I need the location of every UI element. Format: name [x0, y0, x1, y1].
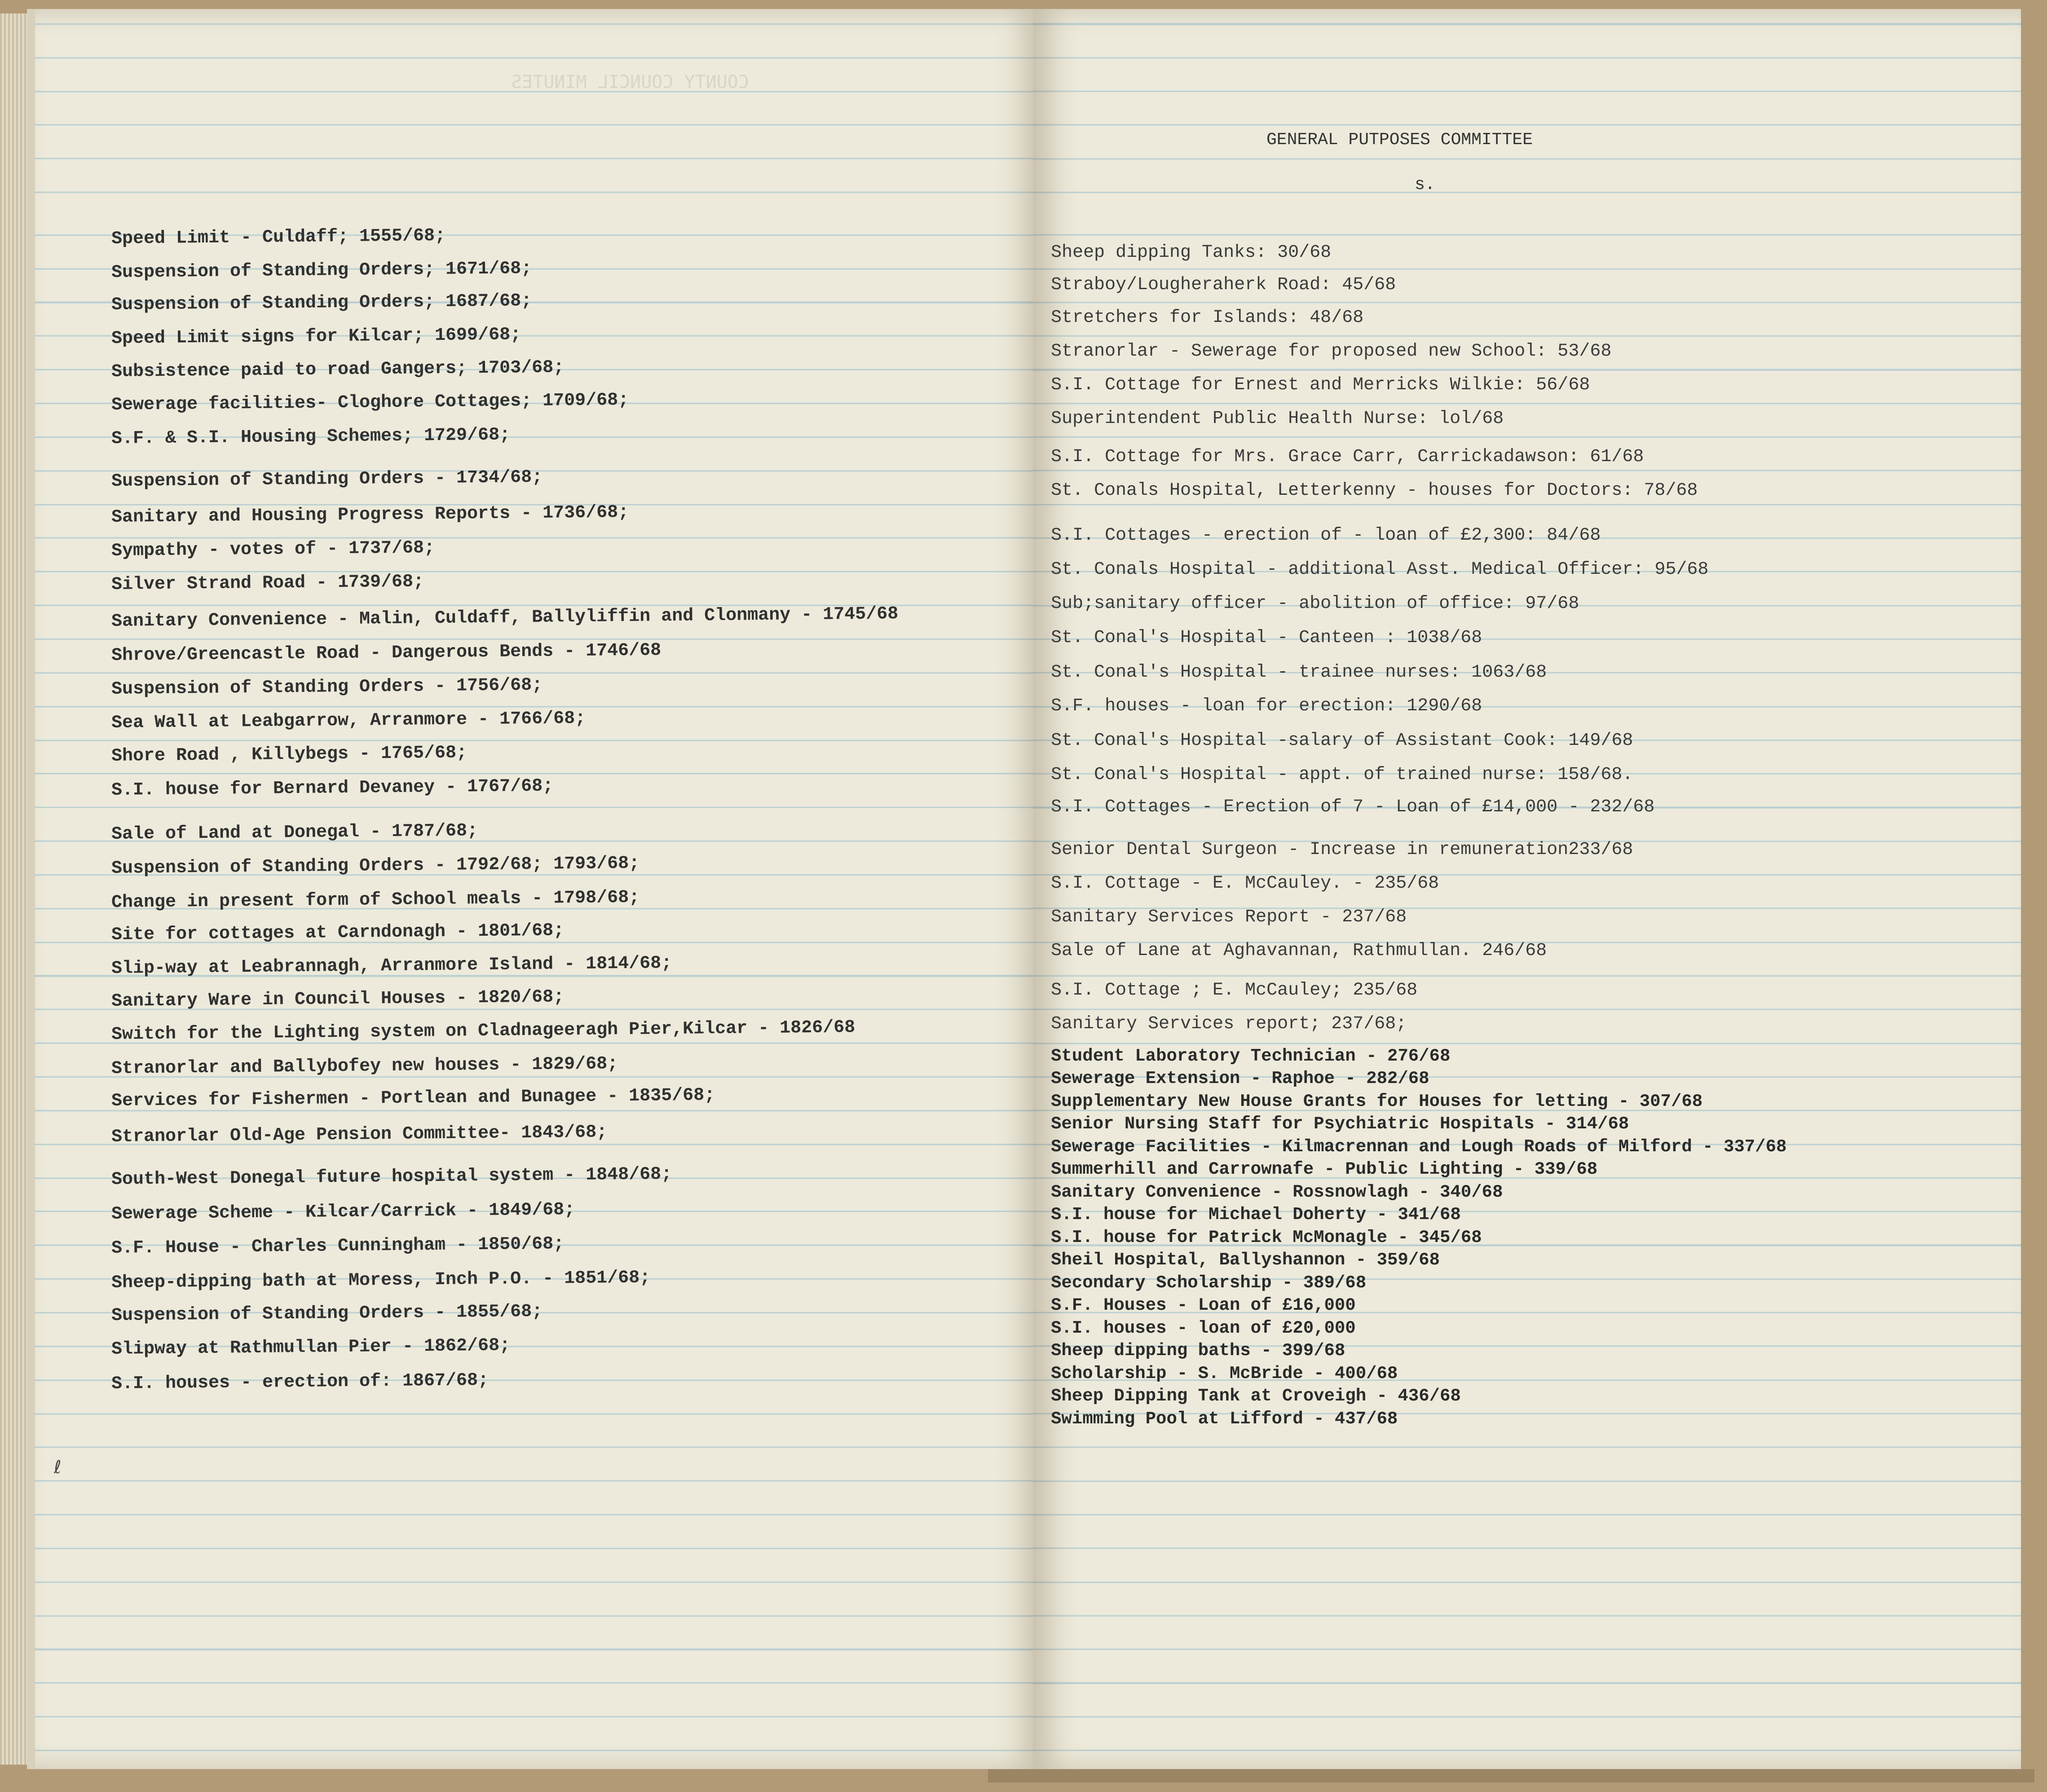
index-entry: Services for Fishermen - Portlean and Bunagee - 1835/68; — [111, 1085, 715, 1111]
index-entry: Sheep Dipping Tank at Croveigh - 436/68 — [1051, 1386, 1461, 1406]
index-entry: St. Conals Hospital, Letterkenny - houses for Doctors: 78/68 — [1051, 480, 1698, 501]
index-entry: St. Conal's Hospital - Canteen : 1038/68 — [1051, 628, 1482, 648]
index-entry: Sewerage facilities- Cloghore Cottages; 1709/68; — [111, 390, 629, 415]
index-entry: St. Conals Hospital - additional Asst. Medical Officer: 95/68 — [1051, 559, 1709, 580]
index-entry: Suspension of Standing Orders; 1671/68; — [111, 259, 532, 283]
index-entry: Suspension of Standing Orders - 1756/68; — [111, 675, 543, 700]
index-entry: S.I. houses - erection of: 1867/68; — [111, 1370, 489, 1394]
index-entry: Sanitary Services Report - 237/68 — [1051, 907, 1407, 927]
index-entry: Sheil Hospital, Ballyshannon - 359/68 — [1051, 1250, 1440, 1270]
index-entry: Straboy/Lougheraherk Road: 45/68 — [1051, 275, 1396, 295]
index-entry: St. Conal's Hospital -salary of Assistant Cook: 149/68 — [1051, 731, 1633, 751]
index-entry: Suspension of Standing Orders; 1687/68; — [111, 291, 532, 315]
index-entry: S.I. Cottage - E. McCauley. - 235/68 — [1051, 873, 1439, 894]
index-entry: Shrove/Greencastle Road - Dangerous Bends - 1746/68 — [111, 640, 662, 666]
index-entry: Stranorlar and Ballybofey new houses - 1829/68; — [111, 1054, 618, 1079]
right-page — [1033, 9, 2021, 1769]
index-entry: Sanitary Services report; 237/68; — [1051, 1014, 1407, 1034]
index-entry: S.I. house for Bernard Devaney - 1767/68; — [111, 776, 554, 801]
index-entry: Sheep dipping baths - 399/68 — [1051, 1341, 1346, 1361]
index-entry: Superintendent Public Health Nurse: lol/68 — [1051, 409, 1504, 429]
margin-pencil-mark: ℓ — [54, 1457, 62, 1478]
index-entry: Student Laboratory Technician - 276/68 — [1051, 1046, 1451, 1066]
index-entry: Silver Strand Road - 1739/68; — [111, 572, 424, 595]
index-entry: Switch for the Lighting system on Cladnageeragh Pier,Kilcar - 1826/68 — [111, 1017, 856, 1045]
index-entry: Senior Nursing Staff for Psychiatric Hospitals - 314/68 — [1051, 1114, 1629, 1134]
index-entry: S.I. Cottages - erection of - loan of £2,300: 84/68 — [1051, 525, 1601, 546]
index-entry: Sanitary Convenience - Rossnowlagh - 340/68 — [1051, 1182, 1503, 1202]
index-entry: South-West Donegal future hospital system - 1848/68; — [111, 1164, 672, 1190]
index-entry: S.I. houses - loan of £20,000 — [1051, 1318, 1356, 1338]
index-entry: Sewerage Facilities - Kilmacrennan and Lough Roads of Milford - 337/68 — [1051, 1137, 1787, 1157]
index-entry: Sale of Land at Donegal - 1787/68; — [111, 821, 478, 845]
index-entry: Site for cottages at Carndonagh - 1801/68; — [111, 920, 565, 945]
committee-header — [1266, 130, 1533, 194]
index-entry: St. Conal's Hospital - appt. of trained nurse: 158/68. — [1051, 765, 1633, 785]
index-entry: Sewerage Extension - Raphoe - 282/68 — [1051, 1069, 1429, 1088]
index-entry: Slipway at Rathmullan Pier - 1862/68; — [111, 1335, 511, 1360]
index-entry: Shore Road , Killybegs - 1765/68; — [111, 743, 468, 766]
index-entry: S.F. & S.I. Housing Schemes; 1729/68; — [111, 425, 511, 449]
index-entry: Suspension of Standing Orders - 1734/68; — [111, 467, 543, 492]
index-entry: S.I. house for Patrick McMonagle - 345/68 — [1051, 1228, 1482, 1247]
index-entry: Stranorlar Old-Age Pension Committee- 1843/68; — [111, 1122, 608, 1147]
index-entry: Sub;sanitary officer - abolition of office: 97/68 — [1051, 594, 1579, 614]
index-entry: Stretchers for Islands: 48/68 — [1051, 308, 1364, 328]
index-entry: Slip-way at Leabrannagh, Arranmore Island - 1814/68; — [111, 953, 672, 979]
index-entry: Sympathy - votes of - 1737/68; — [111, 538, 435, 561]
index-entry: Senior Dental Surgeon - Increase in remuneration233/68 — [1051, 840, 1633, 860]
index-entry: S.F. houses - loan for erection: 1290/68 — [1051, 696, 1482, 716]
index-entry: Sheep-dipping bath at Moress, Inch P.O. - 1851/68; — [111, 1268, 651, 1293]
index-entry: Swimming Pool at Lifford - 437/68 — [1051, 1409, 1398, 1429]
index-entry: Sheep dipping Tanks: 30/68 — [1051, 242, 1332, 263]
left-page — [27, 9, 1041, 1769]
index-entry: S.I. house for Michael Doherty - 341/68 — [1051, 1205, 1461, 1224]
index-entry: S.I. Cottage ; E. McCauley; 235/68 — [1051, 980, 1418, 1000]
section-letter: s. — [1415, 175, 1435, 194]
index-entry: St. Conal's Hospital - trainee nurses: 1063/68 — [1051, 662, 1547, 682]
index-entry: S.I. Cottages - Erection of 7 - Loan of £14,000 - 232/68 — [1051, 797, 1655, 817]
index-entry: Speed Limit signs for Kilcar; 1699/68; — [111, 325, 521, 349]
index-entry: Speed Limit - Culdaff; 1555/68; — [111, 225, 446, 249]
index-entry: Suspension of Standing Orders - 1855/68; — [111, 1301, 543, 1326]
index-entry: Sanitary Ware in Council Houses - 1820/68; — [111, 987, 565, 1012]
index-entry: Secondary Scholarship - 389/68 — [1051, 1273, 1367, 1293]
index-entry: S.I. Cottage for Mrs. Grace Carr, Carrickadawson: 61/68 — [1051, 447, 1644, 467]
index-entry: S.F. House - Charles Cunningham - 1850/68; — [111, 1234, 565, 1259]
index-entry: Sale of Lane at Aghavannan, Rathmullan. 246/68 — [1051, 941, 1547, 961]
index-entry: Stranorlar - Sewerage for proposed new School: 53/68 — [1051, 341, 1612, 361]
committee-title: GENERAL PUTPOSES COMMITTEE — [1266, 130, 1533, 150]
index-entry: Change in present form of School meals - 1798/68; — [111, 887, 640, 913]
index-entry: Summerhill and Carrownafe - Public Lighting - 339/68 — [1051, 1159, 1597, 1179]
index-entry: Supplementary New House Grants for Houses for letting - 307/68 — [1051, 1092, 1703, 1111]
index-entry: S.F. Houses - Loan of £16,000 — [1051, 1295, 1356, 1315]
index-entry: Suspension of Standing Orders - 1792/68; 1793/68; — [111, 853, 640, 879]
bleed-through-title: COUNTY COUNCIL MINUTES — [511, 72, 749, 92]
index-entry: Subsistence paid to road Gangers; 1703/68; — [111, 357, 565, 382]
index-entry: Sanitary and Housing Progress Reports - 1736/68; — [111, 502, 629, 528]
index-entry: Scholarship - S. McBride - 400/68 — [1051, 1364, 1398, 1383]
index-entry: Sewerage Scheme - Kilcar/Carrick - 1849/68; — [111, 1200, 575, 1224]
book-bottom-edge — [988, 1769, 2034, 1783]
index-entry: Sea Wall at Leabgarrow, Arranmore - 1766/68; — [111, 708, 586, 733]
index-entry: Sanitary Convenience - Malin, Culdaff, Ballyliffin and Clonmany - 1745/68 — [111, 604, 899, 632]
index-entry: S.I. Cottage for Ernest and Merricks Wilkie: 56/68 — [1051, 375, 1590, 395]
